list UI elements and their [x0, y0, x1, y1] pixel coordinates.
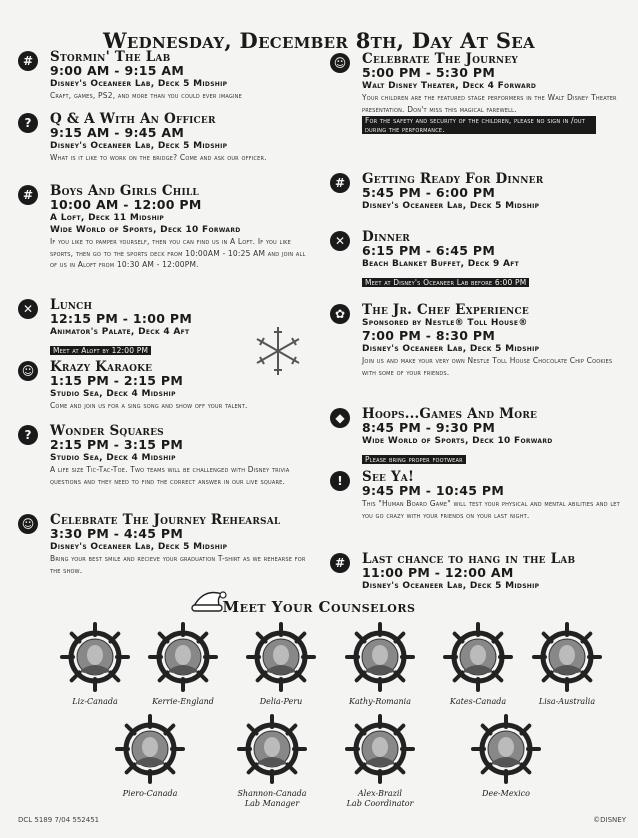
- event-time: 9:00 AM - 9:15 AM: [50, 63, 185, 78]
- event-description: Bring your best smile and recieve your graduation T-shirt as we rehearse for the show.: [50, 554, 306, 575]
- event-see-ya: [330, 470, 630, 521]
- page-title: Wednesday, December 8th, Day At Sea: [103, 28, 535, 53]
- event-description: This "Human Board Game" will test your physical and mental abilities and let you go crazy with your friends on your last night.: [362, 499, 620, 520]
- counselor-photo: [345, 622, 415, 692]
- event-title: Lunch: [50, 297, 93, 313]
- event-location: A Loft, Deck 11 Midship: [50, 213, 165, 223]
- event-time: 9:15 AM - 9:45 AM: [50, 125, 185, 140]
- event-last-chance: [330, 552, 630, 592]
- counselor-card: [330, 714, 430, 808]
- event-description: Come and join us for a sing song and show off your talent.: [50, 401, 248, 410]
- event-time: 2:15 PM - 3:15 PM: [50, 437, 184, 452]
- counselor-name: Dee-Mexico: [482, 789, 530, 798]
- event-title: Wonder Squares: [50, 423, 164, 439]
- snowflake-icon: [250, 323, 306, 379]
- event-note: For the safety and security of the children, please no sign in /out during the performance.: [362, 116, 596, 134]
- event-location: Disney's Oceaneer Lab, Deck 5 Midship: [50, 79, 228, 89]
- event-boys-and-girls-chill: [18, 184, 330, 271]
- event-rehearsal: [18, 513, 330, 576]
- event-time: 5:45 PM - 6:00 PM: [362, 185, 496, 200]
- event-description: A life size Tic-Tac-Toe. Two teams will be challenged with Disney trivia questions and they need to find the correct answer in our live square.: [50, 465, 290, 486]
- counselor-card: [100, 714, 200, 798]
- event-location: Disney's Oceaneer Lab, Deck 5 Midship: [362, 344, 540, 354]
- event-time: 3:30 PM - 4:45 PM: [50, 526, 184, 541]
- counselor-card: [428, 622, 528, 706]
- counselor-photo: [345, 714, 415, 784]
- event-title: Getting Ready For Dinner: [362, 171, 544, 187]
- event-description: If you like to pamper yourself, then you can find us in A Loft. If you like sports, then go to the sports deck from 10:00AM - 10:25 AM and join all of us in Aloft from 10:30 AM - 12:00PM.: [50, 237, 306, 269]
- fork-knife-icon: ✕: [18, 299, 38, 319]
- event-location: Disney's Oceaneer Lab, Deck 5 Midship: [50, 141, 228, 151]
- question-mark-icon: ?: [18, 113, 38, 133]
- counselor-photo: [471, 714, 541, 784]
- event-time: 10:00 AM - 12:00 PM: [50, 197, 202, 212]
- counselor-name: Kates-Canada: [449, 697, 507, 706]
- event-title: See Ya!: [362, 469, 415, 485]
- event-title: Celebrate The Journey: [362, 51, 519, 67]
- counselor-card: [330, 622, 430, 706]
- event-time: 6:15 PM - 6:45 PM: [362, 243, 496, 258]
- exclamation-icon: !: [330, 471, 350, 491]
- event-location: Walt Disney Theater, Deck 4 Forward: [362, 81, 537, 91]
- event-location: Beach Blanket Buffet, Deck 9 Aft: [362, 259, 520, 269]
- counselor-card: [231, 622, 331, 706]
- tic-tac-toe-icon: #: [330, 173, 350, 193]
- counselor-card: [45, 622, 145, 706]
- event-description: Join us and make your very own Nestle Toll House Chocolate Chip Cookies with some of your friends.: [362, 356, 613, 377]
- counselor-card: [456, 714, 556, 798]
- event-time: 7:00 PM - 8:30 PM: [362, 328, 496, 343]
- theater-masks-icon: ☺: [18, 361, 38, 381]
- counselor-photo: [246, 622, 316, 692]
- counselor-photo: [115, 714, 185, 784]
- event-title: Celebrate The Journey Rehearsal: [50, 512, 281, 528]
- counselor-card: [222, 714, 322, 808]
- event-title: Last chance to hang in the Lab: [362, 551, 576, 567]
- event-note: Meet at Aloft by 12:00 PM: [50, 346, 151, 355]
- event-title: Dinner: [362, 229, 410, 245]
- counselor-card: [133, 622, 233, 706]
- event-location: Studio Sea, Deck 4 Midship: [50, 389, 176, 399]
- tic-tac-toe-icon: #: [18, 185, 38, 205]
- theater-masks-icon: ☺: [18, 514, 38, 534]
- tic-tac-toe-icon: #: [18, 51, 38, 71]
- event-stormin-the-lab: [18, 50, 330, 102]
- event-time: 1:15 PM - 2:15 PM: [50, 373, 184, 388]
- counselor-name: Delia-Peru: [259, 697, 303, 706]
- counselor-name: Liz-Canada: [72, 697, 118, 706]
- event-sponsor: Sponsored by Nestle® Toll House®: [362, 318, 528, 328]
- event-location: Animator's Palate, Deck 4 Aft: [50, 327, 190, 337]
- counselor-name: Shannon-Canada: [237, 789, 307, 798]
- event-dinner: [330, 230, 630, 289]
- event-title: Krazy Karaoke: [50, 359, 153, 375]
- event-time: 11:00 PM - 12:00 AM: [362, 565, 514, 580]
- counselor-photo: [60, 622, 130, 692]
- event-time: 5:00 PM - 5:30 PM: [362, 65, 496, 80]
- event-jr-chef: [330, 303, 630, 378]
- counselor-card: [517, 622, 617, 706]
- counselor-name: Piero-Canada: [122, 789, 178, 798]
- question-mark-icon: ?: [18, 425, 38, 445]
- counselor-role: Lab Coordinator: [346, 799, 414, 808]
- event-celebrate-the-journey: [330, 52, 630, 136]
- counselor-photo: [532, 622, 602, 692]
- event-q-and-a: [18, 112, 330, 164]
- event-note: Please bring proper footwear: [362, 455, 466, 464]
- counselor-photo: [237, 714, 307, 784]
- theater-masks-icon: ☺: [330, 53, 350, 73]
- event-location: Wide World of Sports, Deck 10 Forward: [362, 436, 553, 446]
- event-title: Hoops...Games And More: [362, 406, 538, 422]
- football-icon: ◆: [330, 408, 350, 428]
- event-location-2: Wide World of Sports, Deck 10 Forward: [50, 225, 241, 235]
- event-title: The Jr. Chef Experience: [362, 302, 529, 318]
- event-getting-ready: [330, 172, 630, 212]
- event-time: 9:45 PM - 10:45 PM: [362, 483, 505, 498]
- counselor-name: Alex-Brazil: [358, 789, 402, 798]
- counselor-name: Kerrie-England: [152, 697, 214, 706]
- event-location: Studio Sea, Deck 4 Midship: [50, 453, 176, 463]
- event-title: Boys And Girls Chill: [50, 183, 199, 199]
- event-wonder-squares: [18, 424, 330, 487]
- counselor-photo: [443, 622, 513, 692]
- counselor-name: Kathy-Romania: [348, 697, 411, 706]
- event-time: 8:45 PM - 9:30 PM: [362, 420, 496, 435]
- chef-hat-icon: ✿: [330, 304, 350, 324]
- event-title: Q & A With An Officer: [50, 111, 216, 127]
- event-title: Stormin' The Lab: [50, 49, 171, 65]
- event-location: Disney's Oceaneer Lab, Deck 5 Midship: [362, 581, 540, 591]
- event-time: 12:15 PM - 1:00 PM: [50, 311, 193, 326]
- event-note: Meet at Disney's Oceaneer Lab before 6:00 PM: [362, 278, 529, 287]
- event-location: Disney's Oceaneer Lab, Deck 5 Midship: [50, 542, 228, 552]
- counselor-role: Lab Manager: [244, 799, 300, 808]
- event-location: Disney's Oceaneer Lab, Deck 5 Midship: [362, 201, 540, 211]
- tic-tac-toe-icon: #: [330, 553, 350, 573]
- event-description: Craft, games, PS2, and more than you could ever imagine: [50, 91, 242, 100]
- footer-code: DCL 5189 7/04 552451: [18, 816, 100, 824]
- footer-copyright: ©DISNEY: [593, 816, 626, 824]
- counselors-title: Meet Your Counselors: [222, 598, 416, 616]
- counselor-name: Lisa-Australia: [538, 697, 596, 706]
- counselor-photo: [148, 622, 218, 692]
- event-description: What is it like to work on the bridge? Come and ask our officer.: [50, 153, 267, 162]
- event-hoops: [330, 407, 630, 466]
- event-description: Your children are the featured stage performers in the Walt Disney Theater presentation. Don't miss this magical farewell.: [362, 93, 617, 114]
- fork-knife-icon: ✕: [330, 231, 350, 251]
